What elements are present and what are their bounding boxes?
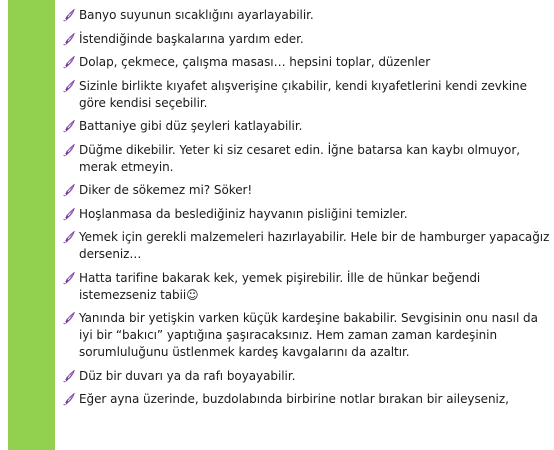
list-item-text: Sizinle birlikte kıyafet alışverişine çıkabilir, kendi kıyafetlerini kendi zevkine göre kendisi seçebilir.	[79, 78, 527, 110]
hand-quill-bullet-icon	[62, 370, 75, 383]
list-item-text: Düz bir duvarı ya da rafı boyayabilir.	[79, 368, 296, 383]
hand-quill-bullet-icon	[62, 184, 75, 197]
list-item-text: Düğme dikebilir. Yeter ki siz cesaret edin. İğne batarsa kan kaybı olmuyor, merak etmeyin.	[79, 142, 520, 174]
list-item	[62, 7, 552, 24]
hand-quill-bullet-icon	[62, 9, 75, 22]
list-item-text: Yanında bir yetişkin varken küçük kardeşine bakabilir. Sevgisinin onu nasıl da iyi bir “bakıcı” yaptığına şaşıracaksınız. Hem zaman zaman kardeşinin sorumluluğunu üstlenmek kardeş kavgalarını da azaltır.	[79, 311, 538, 359]
list-item	[62, 182, 552, 199]
list-item	[62, 78, 552, 112]
document-content	[62, 7, 552, 415]
list-item	[62, 31, 552, 48]
list-item-text: Yemek için gerekli malzemeleri hazırlayabilir. Hele bir de hamburger yapacağız derseniz…	[79, 230, 550, 261]
list-item-text: Dolap, çekmece, çalışma masası… hepsini toplar, düzenler	[79, 55, 431, 69]
hand-quill-bullet-icon	[62, 272, 75, 285]
list-item	[62, 142, 552, 176]
list-item	[62, 54, 552, 71]
list-item-text: Hatta tarifine bakarak kek, yemek pişirebilir. İlle de hünkar beğendi istemezseniz tabii☺	[79, 270, 481, 302]
hand-quill-bullet-icon	[62, 144, 75, 157]
hand-quill-bullet-icon	[62, 231, 75, 244]
list-item-text: Eğer ayna üzerinde, buzdolabında birbirine notlar bırakan bir aileyseniz,	[79, 392, 509, 406]
hand-quill-bullet-icon	[62, 80, 75, 93]
list-item	[62, 206, 552, 223]
green-sidebar-bar	[8, 0, 55, 450]
hand-quill-bullet-icon	[62, 33, 75, 46]
list-item	[62, 368, 552, 385]
hand-quill-bullet-icon	[62, 208, 75, 221]
list-item-text: Diker de sökemez mi? Söker!	[79, 183, 253, 197]
list-item-text: Battaniye gibi düz şeyleri katlayabilir.	[79, 119, 303, 133]
list-item-text: Banyo suyunun sıcaklığını ayarlayabilir.	[79, 8, 314, 22]
page-left-margin	[0, 0, 8, 450]
list-item	[62, 229, 552, 263]
list-item-text: Hoşlanmasa da beslediğiniz hayvanın pisliğini temizler.	[79, 206, 408, 221]
list-item-text: İstendiğinde başkalarına yardım eder.	[79, 31, 304, 46]
list-item	[62, 310, 552, 361]
hand-quill-bullet-icon	[62, 393, 75, 406]
hand-quill-bullet-icon	[62, 120, 75, 133]
list-item	[62, 391, 552, 408]
list-item	[62, 118, 552, 135]
list-item	[62, 270, 552, 304]
hand-quill-bullet-icon	[62, 312, 75, 325]
bullet-list	[62, 7, 552, 408]
hand-quill-bullet-icon	[62, 56, 75, 69]
